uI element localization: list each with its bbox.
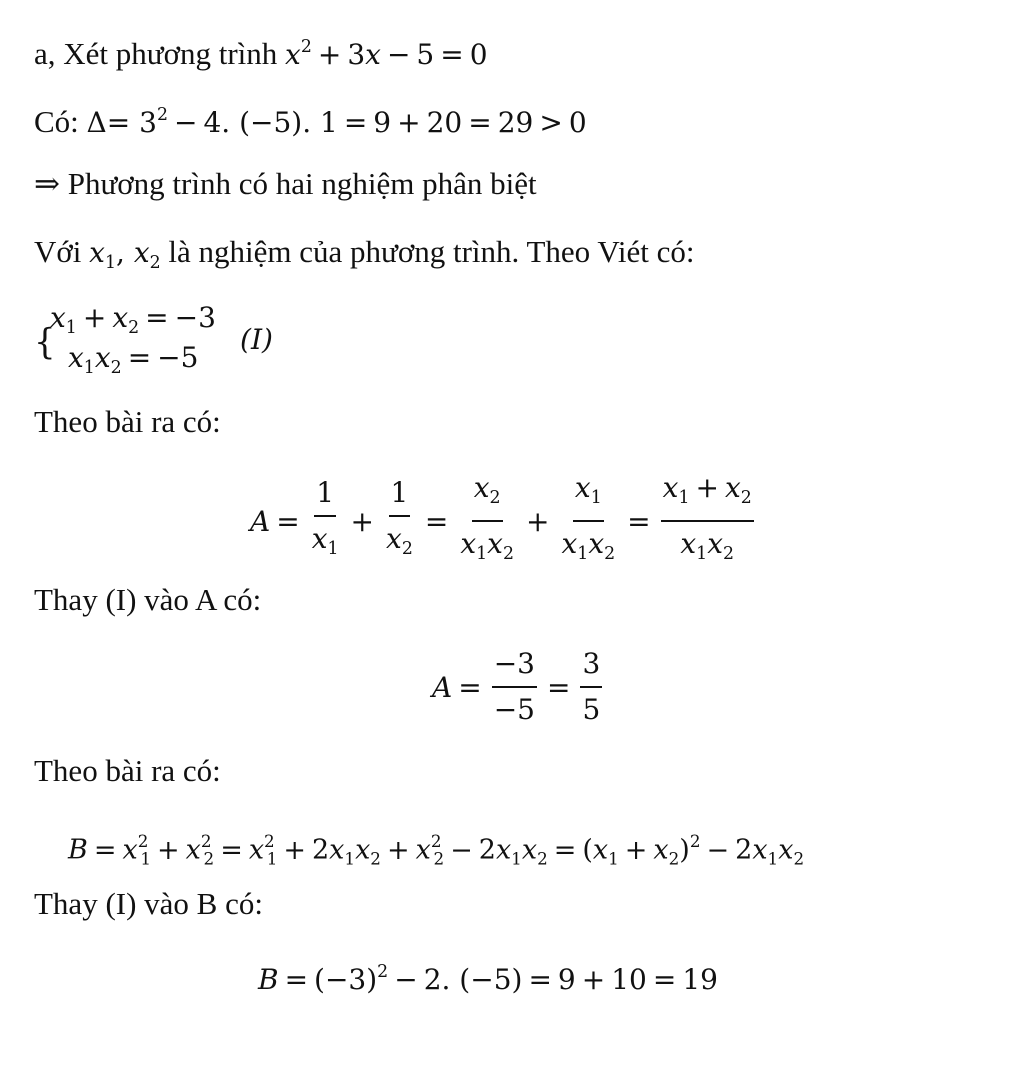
roots-math: $x_1$, $x_2$: [89, 236, 161, 274]
frac-x2-over-x1x2: $\frac{x_2}{x_1x_2}$: [460, 471, 515, 565]
line-discriminant: [34, 95, 587, 143]
discriminant-label: Có:: [34, 104, 87, 140]
intro-text: a, Xét phương trình: [34, 36, 286, 72]
system-eq-product: $x_1x_2 = -5$: [68, 341, 199, 379]
thay-vao-A-text: Thay (I) vào A có:: [34, 582, 262, 617]
line-theo-bai-ra-2: [34, 751, 221, 791]
line-theo-bai-ra-1: [34, 402, 221, 442]
viet-suffix: là nghiệm của phương trình. Theo Viét có:: [160, 234, 695, 269]
formula-B: $B = x^2_1 + x^2_2 = x^2_1 + 2x_1x_2 + x^2_2 - 2x_1x_2 = (x_1 + x_2)^2 - 2x_1x_2$: [68, 831, 805, 869]
thay-vao-B-text: Thay (I) vào B có:: [34, 886, 263, 921]
frac-neg3-over-neg5: $\frac{-3}{-5}$: [493, 647, 535, 726]
frac-1-over-x2: $\frac{1}{x_2}$: [386, 476, 413, 560]
frac-1-over-x1: $\frac{1}{x_1}$: [311, 476, 339, 560]
line-two-roots: [34, 164, 537, 204]
system-eq-sum: $x_1 + x_2 = -3$: [50, 301, 216, 339]
line-thay-vao-B: [34, 884, 263, 924]
line-viet: [34, 232, 694, 283]
two-roots-text: ⇒ Phương trình có hai nghiệm phân biệt: [34, 166, 537, 201]
frac-sum-over-product: $\frac{x_1 + x_2}{x_1x_2}$: [662, 471, 752, 565]
brace-icon: {: [34, 321, 56, 363]
line-equation-intro: [34, 27, 488, 75]
discriminant-math: $\Delta= 3^2 - 4$. (−5). 1 = 9 + 20 = 29 > 0: [86, 105, 587, 140]
theo-bai-ra-text-1: Theo bài ra có:: [34, 404, 221, 439]
equation-math: $x^2 + 3x - 5 = 0$: [285, 37, 488, 72]
theo-bai-ra-text-2: Theo bài ra có:: [34, 753, 221, 788]
frac-x1-over-x1x2: $\frac{x_1}{x_1x_2}$: [561, 471, 616, 565]
viet-prefix: Với: [34, 234, 90, 269]
frac-3-over-5: $\frac{3}{5}$: [582, 647, 601, 726]
formula-A: A = $\frac{1}{x_1}$ + $\frac{1}{x_2}$ = $\frac{x_2}{x_1x_2}$ + $\frac{x_1}{x_1x_2}$ = $\frac{x_1 + x_2}{x_1x_2}$: [250, 470, 758, 572]
result-B: $B = (-3)^2 - 2$. (−5) = 9 + 10 = 19: [258, 962, 718, 997]
line-thay-vao-A: [34, 580, 261, 620]
result-A: A = $\frac{-3}{-5}$ = $\frac{3}{5}$: [432, 647, 601, 726]
system-label: (I): [240, 323, 273, 356]
